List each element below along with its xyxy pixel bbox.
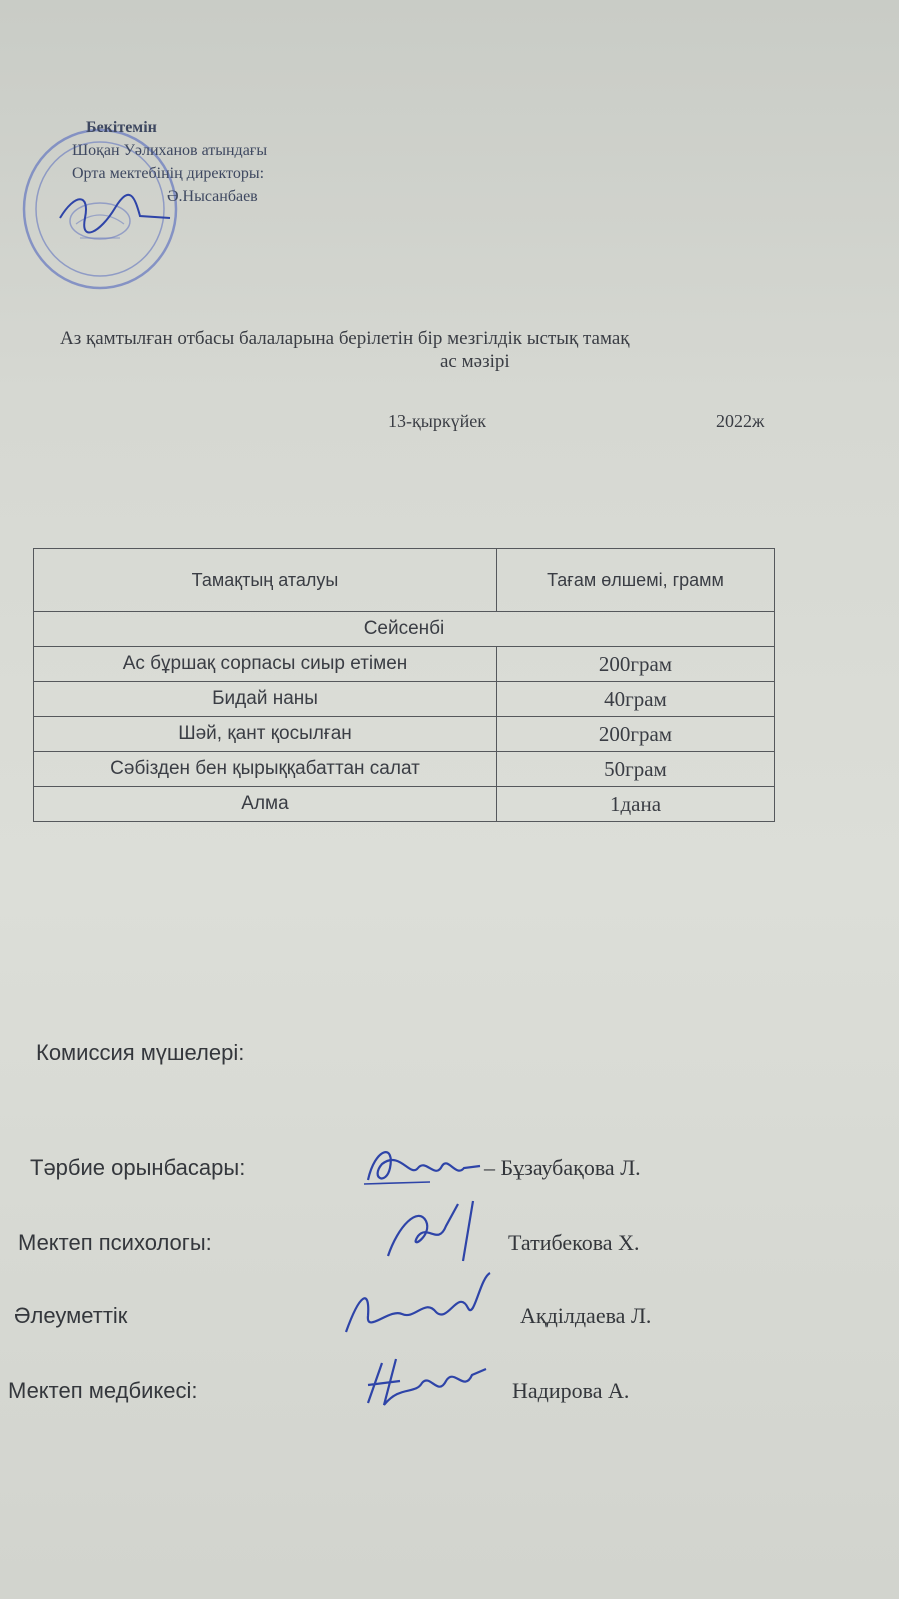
- menu-table: [33, 548, 775, 822]
- dish-amount: 200грам: [497, 647, 775, 682]
- dish-amount: 50грам: [497, 752, 775, 787]
- dish-name: Алма: [34, 787, 497, 822]
- header-dish-name: Тамақтың аталуы: [34, 549, 497, 612]
- member-role: Тәрбие орынбасары:: [30, 1155, 246, 1180]
- date-day: 13-қыркүйек: [388, 411, 486, 431]
- member-name: Ақділдаева Л.: [520, 1303, 652, 1328]
- approval-line-school: Шоқан Уәлиханов атындағы: [72, 142, 268, 159]
- approval-title: Бекітемін: [86, 119, 157, 136]
- dish-name: Бидай наны: [34, 682, 497, 717]
- approval-line-name: Ә.Нысанбаев: [167, 188, 258, 205]
- heading-line-1: Аз қамтылған отбасы балаларына берілетін бір мезгілдік ыстық тамақ: [60, 328, 630, 349]
- table-day-row: [34, 612, 775, 647]
- dish-amount: 1дана: [497, 787, 775, 822]
- signature-1: [360, 1138, 485, 1198]
- commission-title: Комиссия мүшелері:: [36, 1040, 245, 1065]
- table-row: [34, 717, 775, 752]
- member-role: Мектеп медбикесі:: [8, 1378, 198, 1403]
- day-label: Сейсенбі: [34, 612, 775, 647]
- signature-2: [378, 1196, 498, 1271]
- member-name: Татибекова Х.: [508, 1230, 640, 1255]
- document-heading: [60, 328, 899, 373]
- signature-4: [360, 1345, 490, 1415]
- signature-3: [340, 1268, 500, 1348]
- heading-line-2: ас мәзірі: [440, 351, 510, 372]
- member-name: – Бұзаубақова Л.: [484, 1155, 641, 1180]
- member-name: Надирова А.: [512, 1378, 630, 1403]
- member-role: Әлеуметтік: [14, 1303, 128, 1328]
- table-header-row: [34, 549, 775, 612]
- table-row: [34, 752, 775, 787]
- dish-amount: 40грам: [497, 682, 775, 717]
- approval-line-director: Орта мектебінің директоры:: [72, 165, 265, 182]
- dish-amount: 200грам: [497, 717, 775, 752]
- member-role: Мектеп психологы:: [18, 1230, 212, 1255]
- table-row: [34, 787, 775, 822]
- dish-name: Шәй, қант қосылған: [34, 717, 497, 752]
- date-year: 2022ж: [716, 411, 765, 431]
- header-portion-size: Тағам өлшемі, грамм: [497, 549, 775, 612]
- table-row: [34, 682, 775, 717]
- director-signature: [55, 188, 175, 238]
- dish-name: Сәбізден бен қырыққабаттан салат: [34, 752, 497, 787]
- dish-name: Ас бұршақ сорпасы сиыр етімен: [34, 647, 497, 682]
- table-row: [34, 647, 775, 682]
